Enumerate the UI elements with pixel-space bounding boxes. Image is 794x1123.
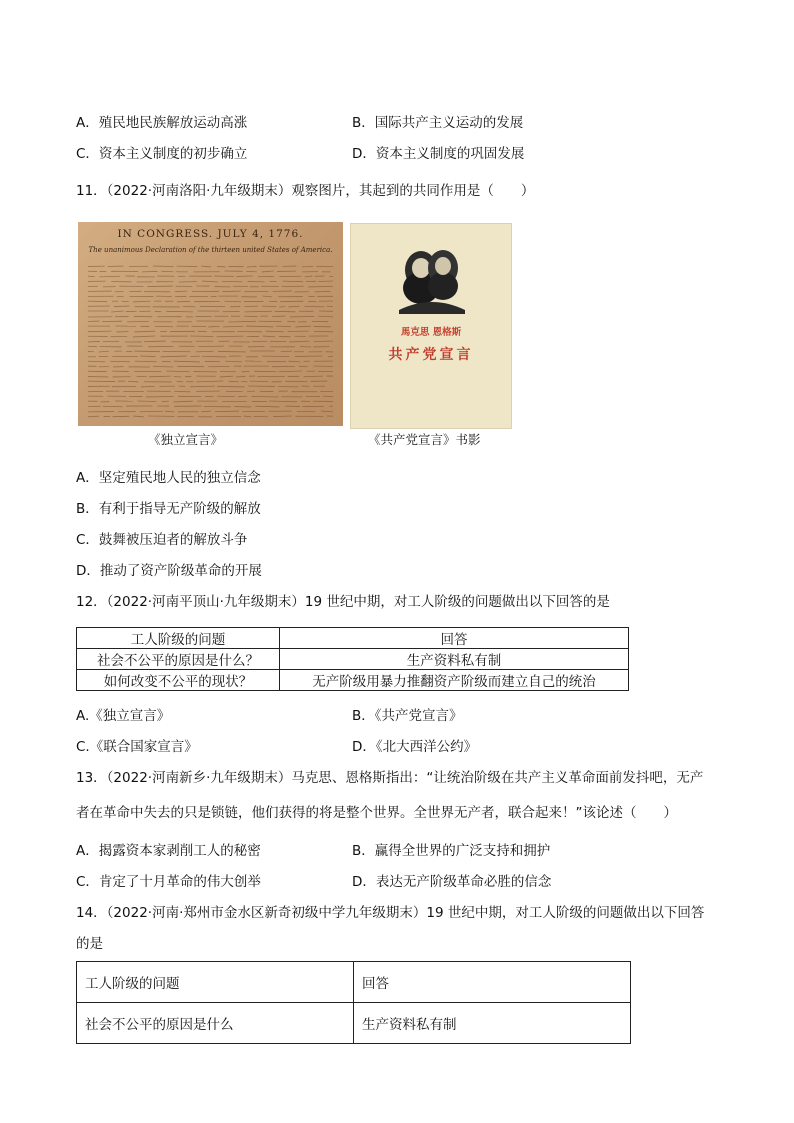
q12-option-c: C.《联合国家宣言》 <box>76 739 198 755</box>
communist-manifesto-cover-image <box>350 223 512 429</box>
q10-option-d: D．资本主义制度的巩固发展 <box>352 146 525 162</box>
marx-engels-portrait-icon <box>351 230 511 320</box>
table-header-cell: 回答 <box>280 628 629 649</box>
q13-stem-line1: 13．（2022·河南新乡·九年级期末）马克思、恩格斯指出：“让统治阶级在共产主义革命面前发抖吧，无产 <box>76 770 704 786</box>
q11-option-a: A．坚定殖民地人民的独立信念 <box>76 470 261 486</box>
q14-stem-line2: 的是 <box>76 936 103 952</box>
q11-option-c: C．鼓舞被压迫者的解放斗争 <box>76 532 248 548</box>
q10-option-a: A．殖民地民族解放运动高涨 <box>76 115 248 131</box>
q11-stem: 11．（2022·河南洛阳·九年级期末）观察图片，其起到的共同作用是（ ） <box>76 183 535 199</box>
declaration-subheading: The unanimous Declaration of the thirteen united States of America. <box>88 246 333 254</box>
declaration-of-independence-image <box>78 222 343 426</box>
q13-stem-line2: 者在革命中失去的只是锁链，他们获得的将是整个世界。全世界无产者，联合起来！”该论述（ ） <box>76 805 677 821</box>
table-row <box>77 649 629 670</box>
table-header-cell: 工人阶级的问题 <box>77 628 280 649</box>
q11-option-b: B．有利于指导无产阶级的解放 <box>76 501 261 517</box>
table-cell: 如何改变不公平的现状？ <box>77 670 280 691</box>
q13-option-a: A．揭露资本家剥削工人的秘密 <box>76 843 261 859</box>
table-header-row <box>77 628 629 649</box>
table-header-cell: 工人阶级的问题 <box>77 962 354 1003</box>
table-cell: 社会不公平的原因是什么？ <box>77 649 280 670</box>
q13-option-c: C．肯定了十月革命的伟大创举 <box>76 874 261 890</box>
manifesto-caption: 《共产党宣言》书影 <box>368 432 481 447</box>
q12-option-b: B．《共产党宣言》 <box>352 708 463 724</box>
table-cell: 无产阶级用暴力推翻资产阶级而建立自己的统治 <box>280 670 629 691</box>
manifesto-authors: 馬克思 恩格斯 <box>400 327 462 338</box>
table-header-cell: 回答 <box>354 962 631 1003</box>
table-row <box>77 670 629 691</box>
q12-table <box>76 627 629 691</box>
q13-option-b: B．赢得全世界的广泛支持和拥护 <box>352 843 551 859</box>
q10-option-b: B．国际共产主义运动的发展 <box>352 115 524 131</box>
declaration-heading: IN CONGRESS. JULY 4, 1776. <box>117 228 304 240</box>
q14-stem-line1: 14．（2022·河南·郑州市金水区新奇初级中学九年级期末）19 世纪中期，对工人阶级的问题做出以下回答 <box>76 905 705 921</box>
table-row <box>77 1003 631 1044</box>
manifesto-title: 共产党宣言 <box>388 347 474 363</box>
q12-option-d: D．《北大西洋公约》 <box>352 739 478 755</box>
q12-option-a: A.《独立宣言》 <box>76 708 171 724</box>
table-cell: 社会不公平的原因是什么 <box>77 1003 354 1044</box>
declaration-caption: 《独立宣言》 <box>148 432 224 447</box>
q10-option-c: C．资本主义制度的初步确立 <box>76 146 248 162</box>
q13-option-d: D．表达无产阶级革命必胜的信念 <box>352 874 552 890</box>
table-header-row <box>77 962 631 1003</box>
q14-table <box>76 961 631 1044</box>
table-cell: 生产资料私有制 <box>354 1003 631 1044</box>
table-cell: 生产资料私有制 <box>280 649 629 670</box>
q11-option-d: D．推动了资产阶级革命的开展 <box>76 563 262 579</box>
declaration-script-lines <box>78 222 343 426</box>
q12-stem: 12．（2022·河南平顶山·九年级期末）19 世纪中期，对工人阶级的问题做出以下回答的是 <box>76 594 610 610</box>
